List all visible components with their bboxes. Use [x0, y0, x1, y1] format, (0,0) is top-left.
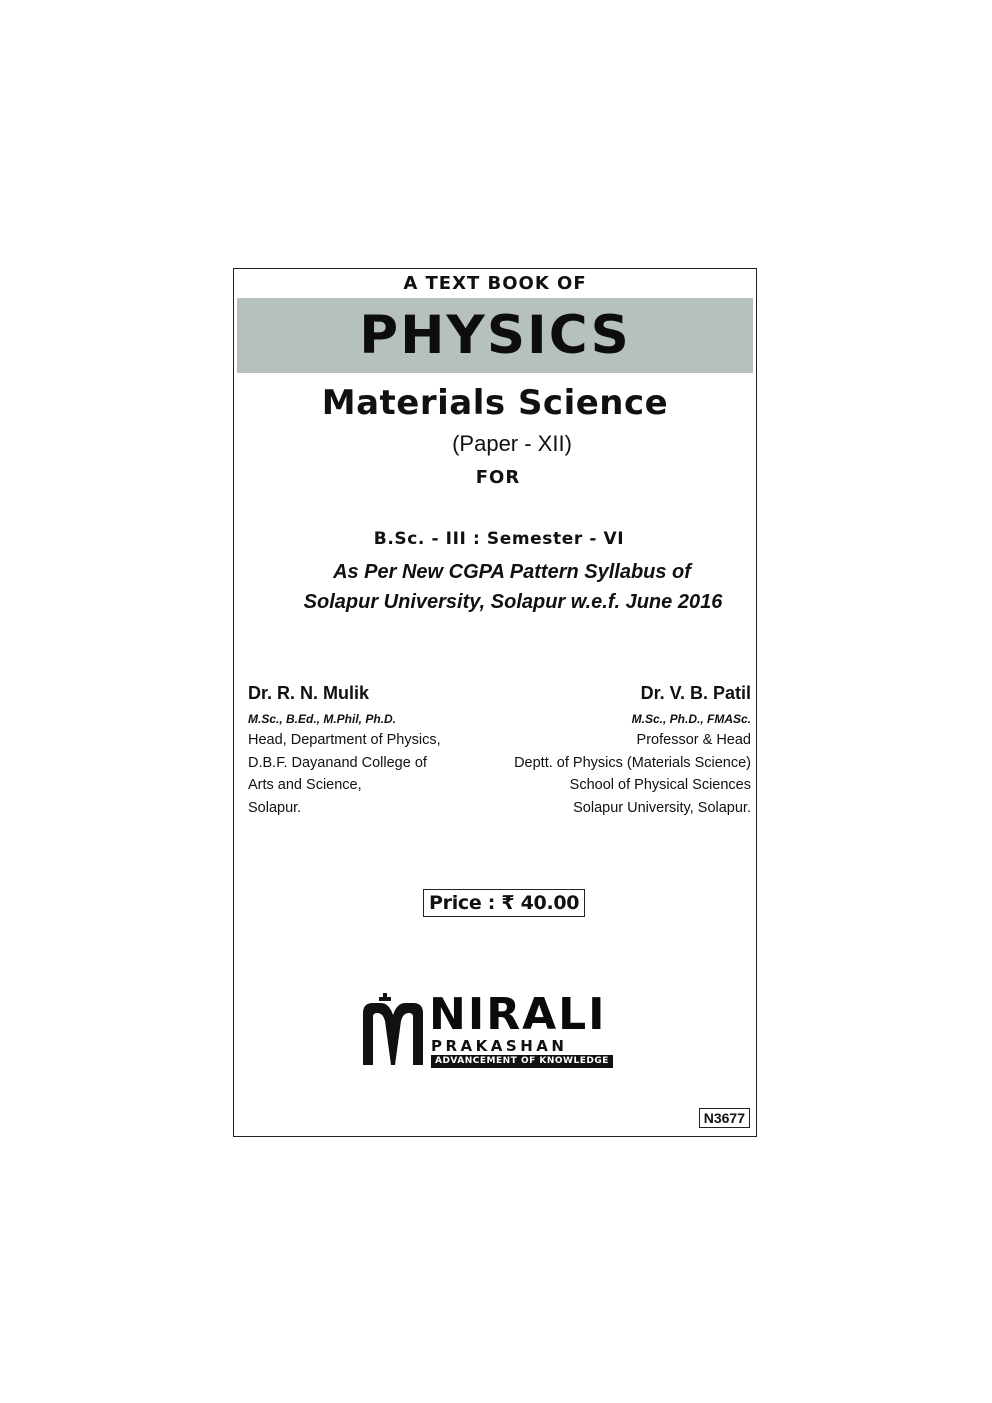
publisher-tagline: ADVANCEMENT OF KNOWLEDGE — [431, 1055, 613, 1068]
publisher-sub: PRAKASHAN — [431, 1037, 568, 1055]
author-name: Dr. R. N. Mulik — [248, 683, 370, 703]
course-label: B.Sc. - III : Semester - VI — [373, 529, 625, 549]
author-line: D.B.F. Dayanand College of — [248, 754, 427, 771]
logo-emblem-icon — [359, 991, 429, 1067]
publisher-name: NIRALI — [429, 989, 607, 1040]
price-box: Price : ₹ 40.00 — [423, 889, 585, 917]
author-line: School of Physical Sciences — [569, 777, 751, 794]
book-code: N3677 — [699, 1108, 750, 1128]
title-band — [237, 298, 753, 373]
publisher-logo — [359, 991, 629, 1067]
book-cover — [233, 268, 757, 1137]
author-line: Professor & Head — [636, 732, 751, 748]
author-name: Dr. V. B. Patil — [640, 683, 751, 703]
for-label: FOR — [475, 467, 521, 488]
book-title: PHYSICS — [359, 305, 631, 366]
syllabus-line-2: Solapur University, Solapur w.e.f. June 2016 — [303, 591, 723, 613]
author-line: Arts and Science, — [248, 777, 362, 794]
author-right — [514, 682, 751, 819]
author-line: Deptt. of Physics (Materials Science) — [514, 754, 751, 771]
author-line: Solapur. — [248, 799, 302, 816]
book-subject: Materials Science — [321, 383, 669, 423]
author-qualifications: M.Sc., B.Ed., M.Phil, Ph.D. — [248, 712, 397, 726]
author-left — [248, 682, 441, 819]
paper-number: (Paper - XII) — [452, 431, 572, 456]
author-qualifications: M.Sc., Ph.D., FMASc. — [631, 712, 751, 726]
cover-kicker: A TEXT BOOK OF — [403, 273, 587, 294]
author-line: Head, Department of Physics, — [248, 732, 441, 748]
author-line: Solapur University, Solapur. — [573, 799, 751, 816]
syllabus-line-1: As Per New CGPA Pattern Syllabus of — [333, 561, 691, 583]
